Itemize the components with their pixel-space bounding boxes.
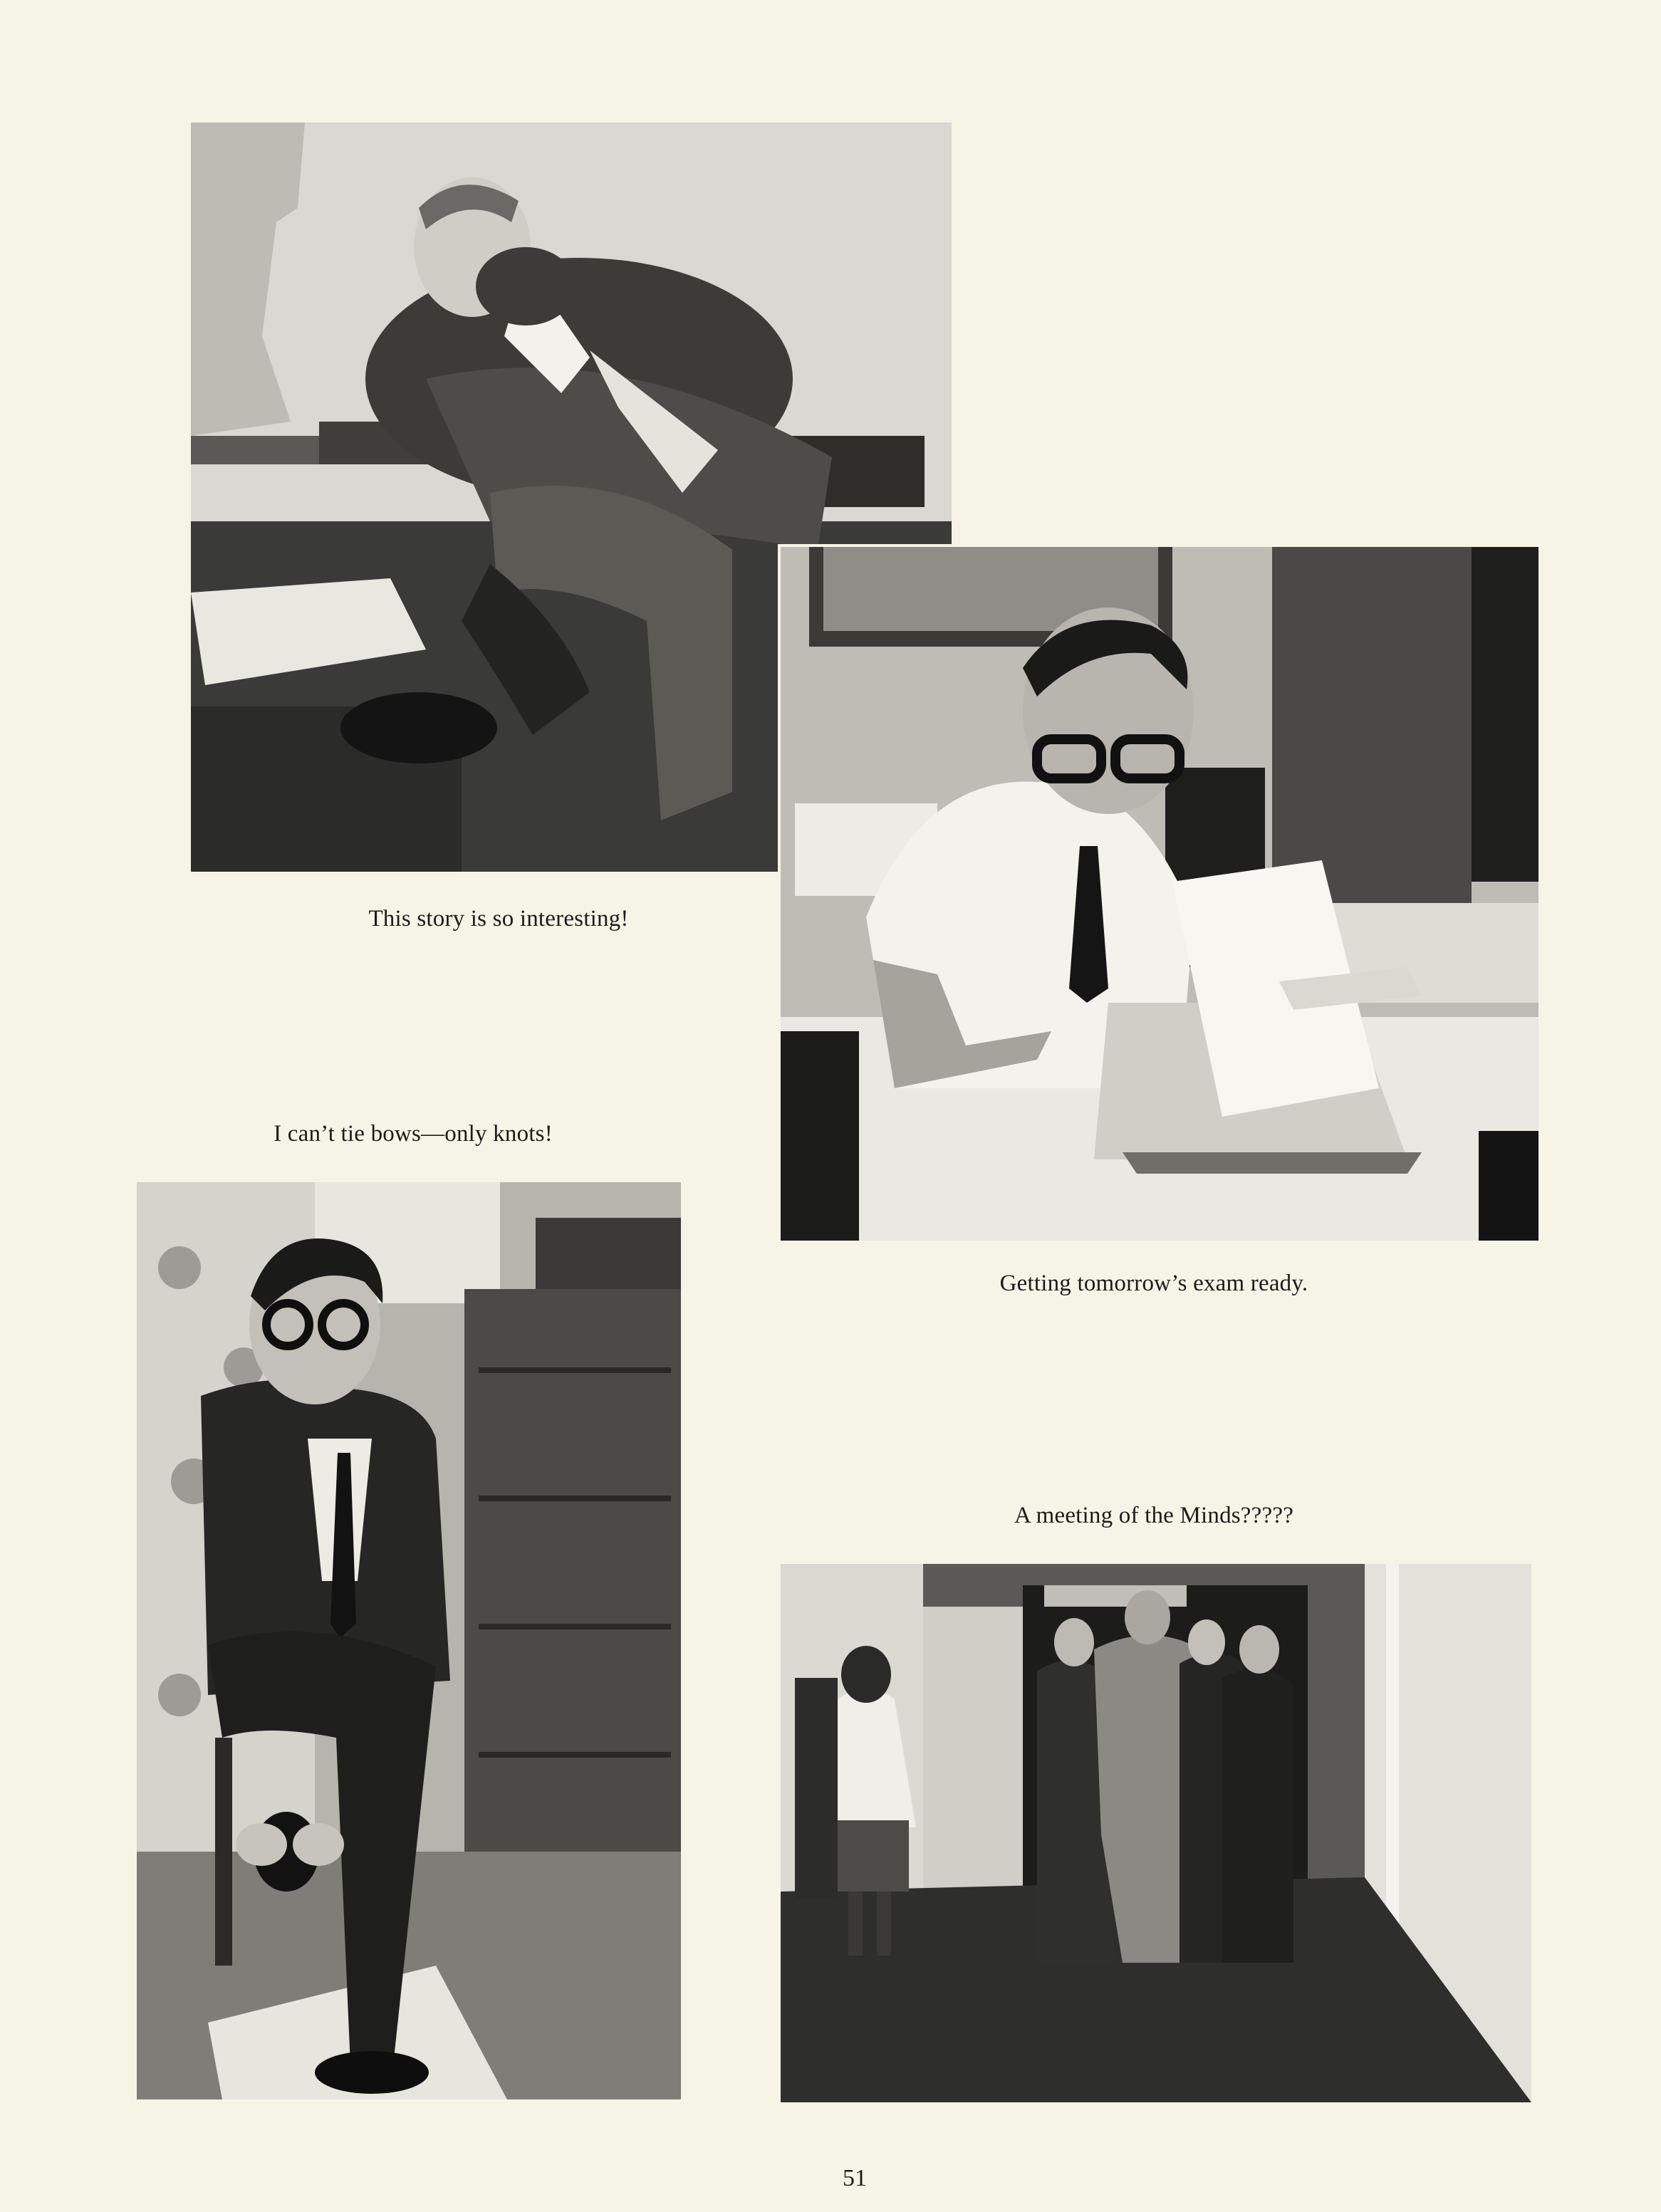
photo-tying-shoes [137, 1182, 681, 2099]
caption-sleeping: This story is so interesting! [368, 906, 629, 932]
caption-typing: Getting tomorrow’s exam ready. [999, 1271, 1308, 1296]
photo-hallway-meeting [781, 1564, 1531, 2102]
caption-meeting: A meeting of the Minds????? [1014, 1503, 1294, 1528]
caption-shoes: I can’t tie bows—only knots! [274, 1121, 553, 1147]
page-number: 51 [843, 2165, 867, 2191]
photo-typing-man [778, 544, 1541, 1243]
